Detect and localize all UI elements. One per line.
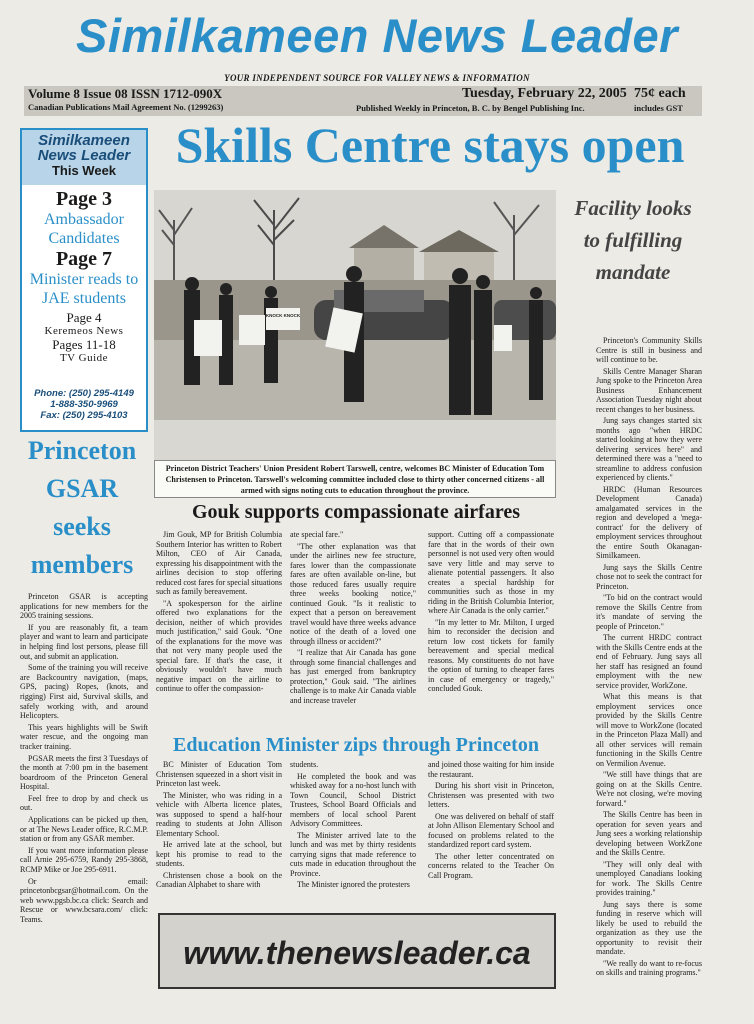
fax-number: Fax: (250) 295-4103	[40, 410, 128, 421]
this-week-box	[20, 128, 148, 432]
this-week-title-2: News Leader	[37, 147, 131, 164]
gsar-body	[20, 592, 148, 927]
paragraph: What this means is that employment services once provided by the Skills Centre will move to WorkZone (located in the Princeton Plaza Mall) and all other services will remain functioning in the Skills Centre on Vermilion Avenue.	[596, 692, 702, 768]
lead-body	[596, 336, 702, 980]
paragraph: HRDC (Human Resources Development Canada) amalgamated services in the region and developed a 'mega-contract' for the delivery of employment services throughout the entire South Okanagan-Similkameen.	[596, 484, 702, 560]
paragraph: BC Minister of Education Tom Christensen squeezed in a short visit in Princeton last week.	[156, 760, 282, 788]
paragraph: During his short visit in Princeton, Christensen was presented with two letters.	[428, 781, 554, 809]
issue-info-bar	[24, 86, 702, 116]
paragraph: The other letter concentrated on concerns related to the Teacher On Call Program.	[428, 851, 554, 880]
paragraph: The Minister, who was riding in a vehicle with Alberta licence plates, was supposed to spend a half-hour reading to students at John Allison Elementary School.	[156, 790, 282, 838]
this-week-contents	[22, 188, 146, 365]
paragraph: support. Cutting off a compassionate fare that in the words of their own personnel is not used very often would save very little and may serve to alienate potential passengers. It also creates a special hardship for communities such as those in my riding in the British Columbia Interior, where Air Canada is the only carrier."	[428, 530, 554, 615]
this-week-topic: Keremeos News	[44, 325, 124, 337]
this-week-title-3: This Week	[51, 163, 117, 178]
paragraph: "The other explanation was that under the airlines new fee structure, fares lower than the compassionate fares are often available on-line, but those reduced fares usually require three weeks booking notice," continued Gouk. "Is it realistic to expect that a person on bereavement travel would have three weeks advance notice of the death of a loved one through illness or accident?"	[290, 541, 416, 646]
phone-number: Phone: (250) 295-4149	[34, 388, 134, 399]
paragraph: "I realize that Air Canada has gone through some financial challenges and has just emerged from bankruptcy protection," Gouk said. "The airlines challenge is to make Air Canada viable and increase traveler	[290, 648, 416, 705]
gouk-column-1	[156, 530, 282, 696]
education-column-1	[156, 760, 282, 892]
education-headline: Education Minister zips through Princeton	[173, 734, 539, 756]
paragraph: The current HRDC contract with the Skills Centre ends at the end of February. Jung says all her staff has resigned an found employment with the new service provider, WorkZone.	[596, 633, 702, 690]
lead-subheadline: Facility looks to fulfilling mandate	[574, 196, 692, 284]
paragraph: "In my letter to Mr. Milton, I urged him to reconsider the decision and return low cost tickets for family bereavement and special medical reasons. My constituents do not have the option of turning to cheaper fares in case of emergency or tragedy," concluded Gouk.	[428, 617, 554, 693]
tollfree-number: 1-888-350-9969	[50, 399, 118, 410]
paragraph: The Minister ignored the protesters	[297, 880, 410, 889]
this-week-topic: Ambassador Candidates	[44, 211, 124, 247]
website-banner: www.thenewsleader.ca	[158, 913, 556, 989]
paragraph: Jung says the Skills Centre chose not to seek the contract for Princeton.	[596, 562, 702, 591]
gouk-column-2	[290, 530, 416, 707]
lead-headline: Skills Centre stays open	[175, 117, 685, 173]
paragraph: He completed the book and was whisked away for a no-host lunch with Town Council, School District Trustees, School Board Officials and members of local school Parent Advisory Committees.	[290, 771, 416, 828]
paragraph: "A spokesperson for the airline offered two explanations for the decision, neither of which provides much justification," said Gouk. "One of the explanations for the move was that not very many people used the special fare. If that's the case, it obviously wouldn't have much negative impact on the airline to continue to offer the compassion-	[156, 598, 282, 693]
masthead-tagline: YOUR INDEPENDENT SOURCE FOR VALLEY NEWS & INFORMATION	[224, 73, 530, 83]
price-gst: includes GST	[634, 103, 683, 113]
publisher-line: Published Weekly in Princeton, B. C. by Bengel Publishing Inc.	[356, 103, 585, 113]
protest-sign	[194, 320, 222, 356]
this-week-header	[22, 130, 146, 185]
gouk-column-3	[428, 530, 554, 696]
this-week-topic: TV Guide	[59, 352, 109, 364]
paragraph: "We still have things that are going on at the Skills Centre. We're not closing, we're moving forward."	[596, 770, 702, 808]
paragraph: The Skills Centre has been in operation for seven years and Jung sees a working relationship developing between WorkZone and the Skills Centre.	[596, 810, 702, 857]
this-week-title-1: Similkameen	[38, 132, 130, 149]
price: 75¢ each	[634, 86, 686, 101]
paragraph: Christensen chose a book on the Canadian Alphabet to share with	[156, 870, 282, 889]
paragraph: Jung says there is some funding in reserve which will likely be used to rebuild the organization as they use the opportunity to revisit their mandate.	[596, 899, 702, 956]
this-week-page: Pages 11-18	[52, 337, 116, 352]
paragraph: If you are reasonably fit, a team player and want to learn and participate in helping find lost persons, please fill out, and submit an application.	[20, 622, 148, 661]
paragraph: This years highlights will be Swift water rescue, and the ongoing man tracker training.	[20, 722, 148, 751]
volume-issue: Volume 8 Issue 08 ISSN 1712-090X	[28, 86, 223, 101]
paragraph: students.	[290, 760, 319, 769]
paragraph: and joined those waiting for him inside the restaurant.	[428, 760, 554, 779]
masthead-title: Similkameen News Leader	[76, 9, 678, 62]
this-week-page: Page 4	[66, 310, 102, 325]
paragraph: ate special fare."	[290, 530, 344, 539]
mail-agreement: Canadian Publications Mail Agreement No. (1299263)	[28, 102, 224, 112]
protest-photo-illustration	[154, 190, 556, 460]
protest-sign-text: KNOCK KNOCK	[265, 313, 301, 318]
this-week-page: Page 7	[55, 248, 113, 270]
paragraph: Or email: princetonbcgsar@hotmail.com. On the web www.pgsb.bc.ca click: Search and Rescue or www.bcsara.com/ click: Teams.	[20, 876, 148, 924]
paragraph: The Minister arrived late to the lunch and was met by thirty residents carrying signs that made reference to cuts made in education throughout the Province.	[290, 830, 416, 878]
paragraph: He arrived late at the school, but kept his promise to read to the students.	[156, 840, 282, 868]
this-week-page: Page 3	[55, 188, 113, 210]
paragraph: PGSAR meets the first 3 Tuesdays of the month at 7:00 pm in the basement boardroom of the Princeton General Hospital.	[20, 753, 148, 792]
education-column-3	[428, 760, 554, 882]
paragraph: If you want more information please call Arnie 295-6759, Randy 295-3868, RCMP Mike or Joe 295-6911.	[20, 845, 148, 875]
paragraph: Jim Gouk, MP for British Columbia Southern Interior has written to Robert Milton, CEO of Air Canada, expressing his disappointment with the airlines decision to stop offering reduced cost fares for special situations such as family bereavement.	[156, 530, 282, 596]
paragraph: Applications can be picked up then, or at The News Leader office, R.C.M.P. station or from any GSAR member.	[20, 815, 148, 844]
paragraph: Feel free to drop by and check us out.	[20, 793, 148, 813]
paragraph: Princeton's Community Skills Centre is still in business and will continue to be.	[596, 336, 702, 364]
paragraph: "To bid on the contract would remove the Skills Centre from it's mandate of serving the people of Princeton."	[596, 593, 702, 631]
lead-photo	[154, 190, 556, 460]
contact-numbers	[22, 388, 146, 421]
paragraph: Princeton GSAR is accepting applications for new members for the 2005 training sessions.	[20, 592, 148, 621]
gouk-headline: Gouk supports compassionate airfares	[192, 501, 520, 523]
paragraph: "They will only deal with unemployed Canadians looking for work. The Skills Centre provides training."	[596, 859, 702, 897]
paragraph: "We really do want to re-focus on skills and training programs."	[596, 958, 702, 977]
photo-caption: Princeton District Teachers' Union President Robert Tarswell, centre, welcomes BC Minister of Education Tom Christensen to Princeton. Tarswell's welcoming committee included close to thirty other concerned citizens - all armed with signs noting cuts to education throughout the province.	[154, 460, 556, 498]
this-week-topic: Minister reads to JAE students	[29, 271, 139, 307]
gsar-headline: Princeton GSAR seeks members	[27, 436, 137, 579]
education-column-2	[290, 760, 416, 892]
paragraph: One was delivered on behalf of staff at John Allison Elementary School and focused on problems related to the standardized report card system.	[428, 811, 554, 849]
paragraph: Skills Centre Manager Sharan Jung spoke to the Princeton Area Business Enhancement Association Tuesday night about recent changes to her business.	[596, 366, 702, 414]
paragraph: Jung says changes started six months ago "when HRDC started looking at how they were delivering services here" and determined there was a "need to streamline to address confusion experienced by clients."	[596, 416, 702, 482]
issue-date: Tuesday, February 22, 2005	[462, 86, 627, 101]
paragraph: Some of the training you will receive are Backcountry navigation, (maps, GPS, pacing) Ropes, (knots, and rigging) First aid, Survival skills, and safely working with, and around Helicopters.	[20, 663, 148, 721]
